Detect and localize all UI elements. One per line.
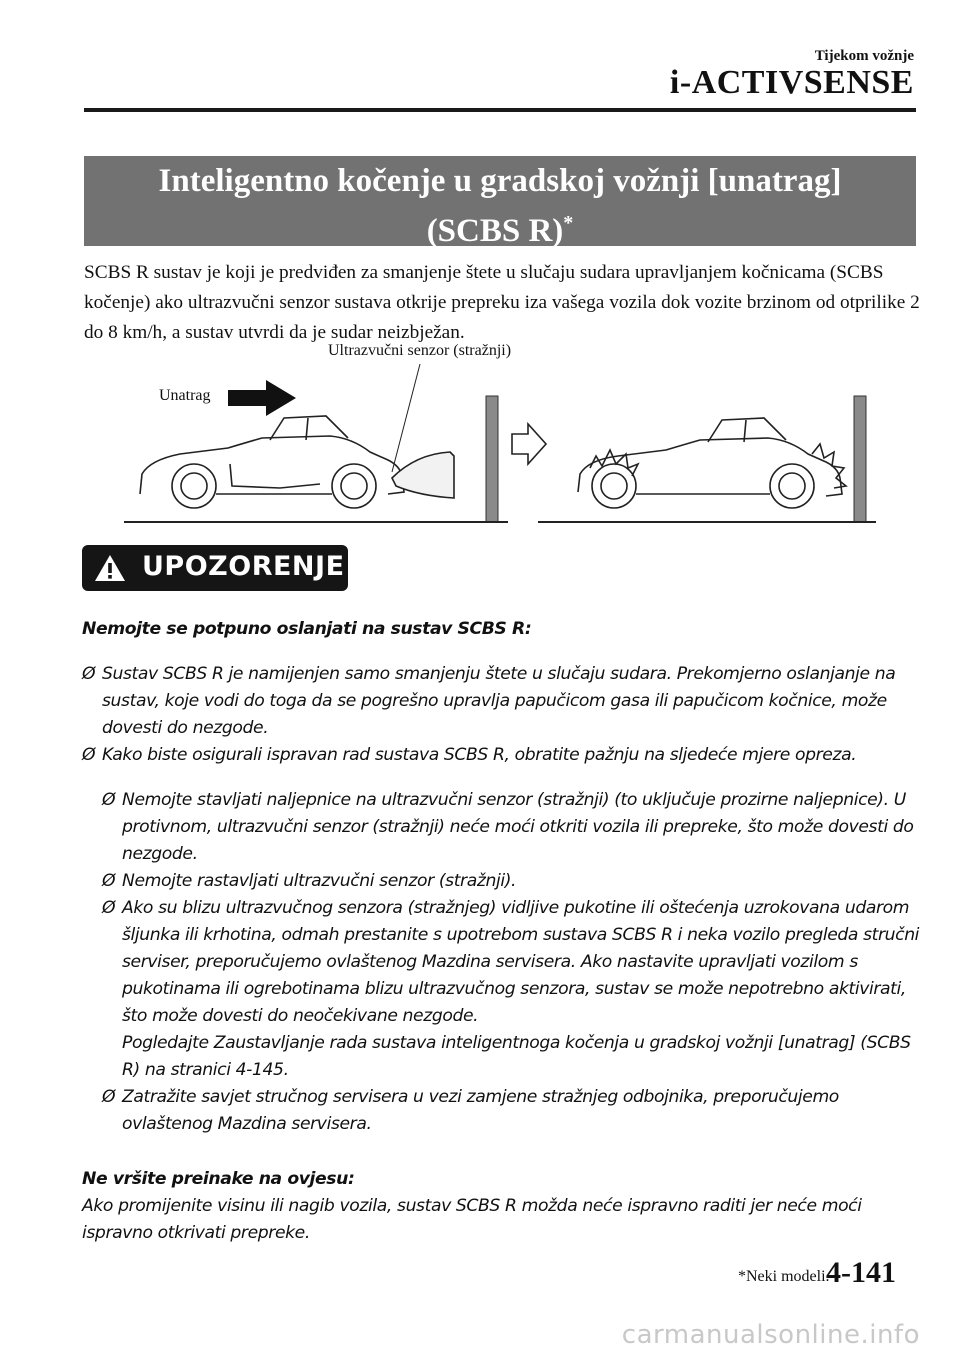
- header-divider: [84, 108, 916, 112]
- chapter-title: i-ACTIVSENSE: [669, 64, 914, 101]
- watermark: carmanualsonline.info: [621, 1320, 920, 1350]
- sub-bullet-item: Ø Zatražite savjet stručnog servisera u vezi zamjene stražnjeg odbojnika, preporučujemo ovlaštenog Mazdina servisera.: [82, 1084, 924, 1138]
- title-line-2: [84, 202, 916, 252]
- suspension-paragraph: Ako promijenite visinu ili nagib vozila, sustav SCBS R možda neće ispravno raditi jer neće moći ispravno otkrivati prepreke.: [82, 1196, 862, 1243]
- bullet-icon: Ø: [102, 1087, 116, 1107]
- reverse-label: Unatrag: [159, 387, 211, 404]
- title-line-1: Inteligentno kočenje u gradskoj vožnji [unatrag]: [158, 163, 842, 199]
- reverse-arrow-icon: [228, 380, 296, 416]
- warning-title: UPOZORENJE: [142, 551, 345, 582]
- sensor-beam: [392, 452, 454, 498]
- page-title-banner: [84, 156, 916, 249]
- warning-heading-2: Ne vršite preinake na ovjesu:: [82, 1169, 355, 1189]
- page-number: 4-141: [826, 1256, 896, 1289]
- footnote-mark: *: [563, 212, 574, 234]
- section-title: Tijekom vožnje: [814, 48, 914, 64]
- bullet-icon: Ø: [82, 664, 96, 684]
- footnote: *Neki modeli.: [738, 1268, 830, 1285]
- sub-bullet-item: Ø Nemojte stavljati naljepnice na ultrazvučni senzor (stražnji) (to uključuje prozirne naljepnice). U protivnom, ultrazvučni senzor (stražnji) neće moći otkriti vozila ili prepreke, što može dovesti do nezgode.: [82, 787, 924, 868]
- bullet-icon: Ø: [102, 871, 116, 891]
- obstacle-wall-left: [486, 396, 498, 522]
- car-after-collision: [578, 418, 846, 508]
- bullet-item: Ø Kako biste osigurali ispravan rad sustava SCBS R, obratite pažnju na sljedeće mjere opreza.: [82, 742, 924, 769]
- sensor-leader-line: [392, 364, 420, 472]
- bullet-item: Ø Sustav SCBS R je namijenjen samo smanjenju štete u slučaju sudara. Prekomjerno oslanjanje na sustav, koje vodi do toga da se pogrešno upravlja papučicom gasa ili papučicom kočnice, može dovesti do nezgode.: [82, 661, 924, 742]
- warning-triangle-icon: [94, 553, 126, 583]
- sensor-label: Ultrazvučni senzor (stražnji): [328, 342, 512, 359]
- sequence-arrow-icon: [512, 424, 546, 464]
- warning-label: [82, 545, 348, 591]
- sub-bullet-item: Ø Nemojte rastavljati ultrazvučni senzor (stražnji).: [82, 868, 924, 895]
- page-reference: Pogledajte Zaustavljanje rada sustava inteligentnoga kočenja u gradskoj vožnji [unatrag] (SCBS R) na stranici 4-145.: [122, 1033, 911, 1080]
- bullet-icon: Ø: [102, 790, 116, 810]
- bullet-icon: Ø: [82, 745, 96, 765]
- title-abbrev: (SCBS R): [426, 213, 564, 249]
- intro-paragraph: SCBS R sustav je koji je predviđen za smanjenje štete u slučaju sudara upravljanjem kočnicama (SCBS kočenje) ako ultrazvučni senzor sustava otkrije prepreku iza vašega vozila dok vozite brzinom od otprilike 2 do 8 km/h, a sustav utvrdi da je sudar neizbježan.: [84, 262, 920, 343]
- sub-bullet-item: Ø Ako su blizu ultrazvučnog senzora (stražnjeg) vidljive pukotine ili oštećenja uzrokovana udarom šljunka ili krhotina, odmah prestanite s upotrebom sustava SCBS R i neka vozilo pregleda stručni serviser, preporučujemo ovlaštenog Mazdina servisera. Ako nastavite upravljati vozilom s pukotinama ili ogrebotinama blizu ultrazvučnog senzora, sustav se može nepotrebno aktivirati, što može dovesti do neočekivane nezgode. Pogledajte Zaustavljanje rada sustava inteligentnoga kočenja u gradskoj vožnji [unatrag] (SCBS R) na stranici 4-145.: [82, 895, 924, 1084]
- car-before-collision: [140, 416, 404, 508]
- impact-burst-rear: [812, 444, 846, 488]
- warning-body: [82, 616, 924, 1247]
- obstacle-wall-right: [854, 396, 866, 522]
- bullet-icon: Ø: [102, 898, 116, 918]
- scbs-illustration: [120, 336, 890, 536]
- warning-heading: Nemojte se potpuno oslanjati na sustav SCBS R:: [82, 619, 532, 639]
